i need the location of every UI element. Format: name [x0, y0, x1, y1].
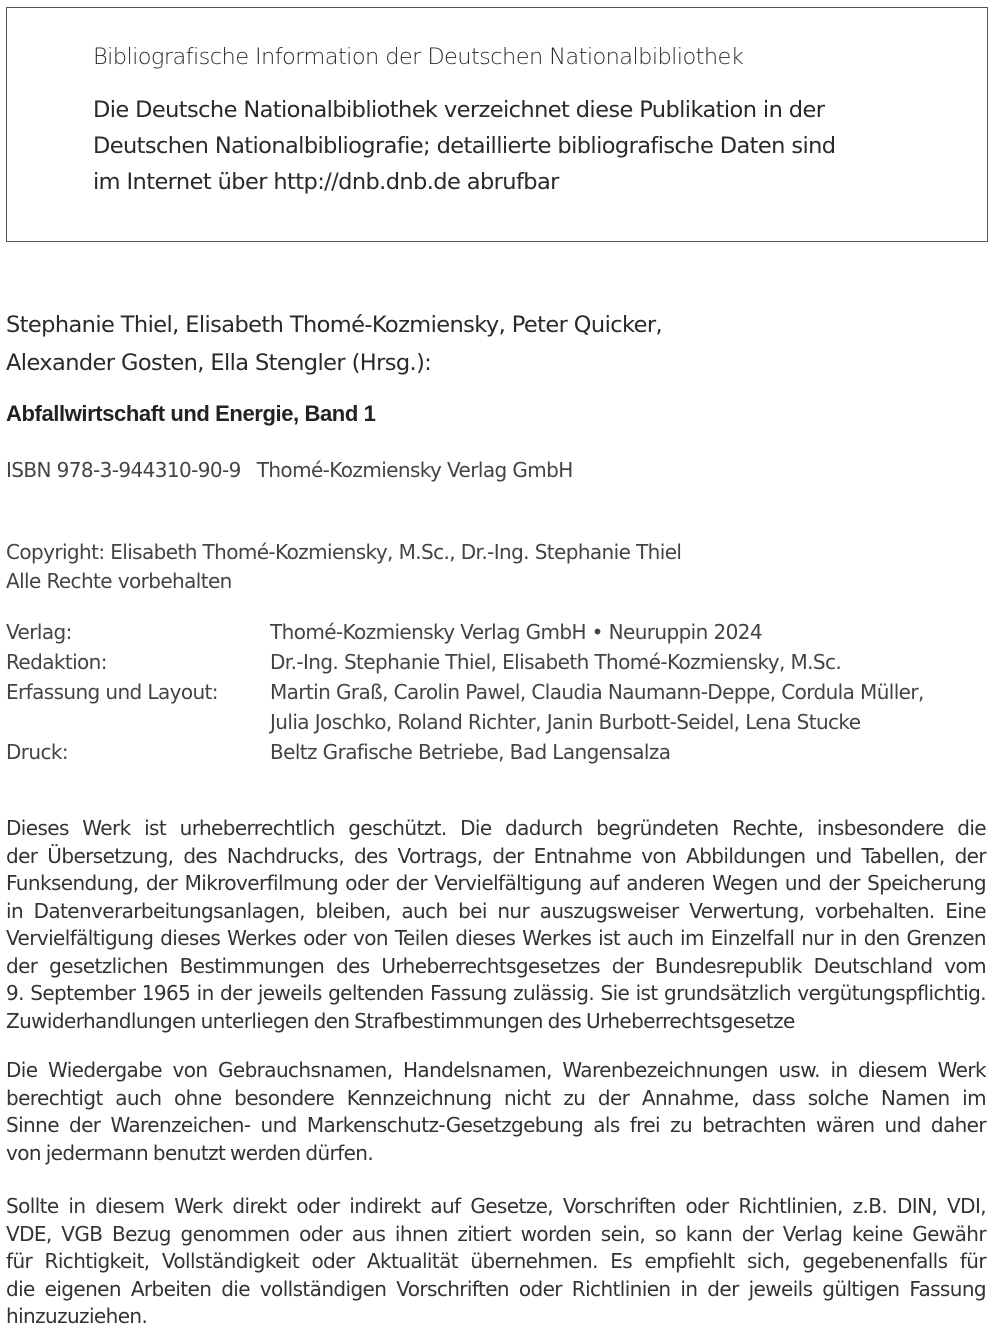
copyright: [6, 538, 681, 596]
paragraph-line: Die Wiedergabe von Gebrauchsnamen, Handelsnamen, Warenbezeichnungen usw. in diesem Werk: [6, 1058, 986, 1082]
credit-value: [270, 677, 986, 737]
credit-row-verlag: [6, 617, 986, 647]
editors-line: Alexander Gosten, Ella Stengler (Hrsg.):: [6, 350, 432, 376]
copyright-notice-paragraph: [6, 815, 986, 1035]
credit-value-line: Beltz Grafische Betriebe, Bad Langensalza: [270, 740, 671, 764]
paragraph-line: Zuwiderhandlungen unterliegen den Strafbestimmungen des Urheberrechtsgesetze: [6, 1008, 795, 1033]
credit-row-redaktion: [6, 647, 986, 677]
dnb-line: im Internet über http://dnb.dnb.de abrufbar: [93, 169, 559, 195]
paragraph-line: der gesetzlichen Bestimmungen des Urheberrechtsgesetzes der Bundesrepublik Deutschland vom: [6, 953, 986, 978]
editors-line: Stephanie Thiel, Elisabeth Thomé-Kozmiensky, Peter Quicker,: [6, 312, 663, 338]
dnb-title: Bibliografische Information der Deutschen Nationalbibliothek: [93, 44, 744, 70]
paragraph-line: berechtigt auch ohne besondere Kennzeichnung nicht zu der Annahme, dass solche Namen im: [6, 1085, 986, 1110]
credit-value: [270, 617, 986, 647]
paragraph-line: Sinne der Warenzeichen- und Markenschutz-Gesetzgebung als frei zu betrachten wären und daher: [6, 1113, 986, 1137]
paragraph-line: der Übersetzung, des Nachdrucks, des Vortrags, der Entnahme von Abbildungen und Tabellen, der: [6, 843, 986, 868]
credit-value: [270, 647, 986, 677]
credit-value: [270, 737, 986, 767]
paragraph-line: für Richtigkeit, Vollständigkeit oder Aktualität übernehmen. Es empfiehlt sich, gegebenenfalls für: [6, 1249, 986, 1273]
credit-value-line: Martin Graß, Carolin Pawel, Claudia Naumann-Deppe, Cordula Müller,: [270, 680, 924, 704]
isbn-number: ISBN 978-3-944310-90-9: [6, 458, 241, 482]
credit-label: Redaktion:: [6, 650, 107, 674]
isbn-publisher: Thomé-Kozmiensky Verlag GmbH: [256, 458, 573, 482]
paragraph-line: Dieses Werk ist urheberrechtlich geschützt. Die dadurch begründeten Rechte, insbesondere die: [6, 816, 986, 840]
credit-row-druck: [6, 737, 986, 767]
dnb-text: [93, 92, 953, 200]
credit-label: Erfassung und Layout:: [6, 680, 218, 704]
paragraph-line: Vervielfältigung dieses Werkes oder von Teilen dieses Werkes ist auch im Einzelfall nur in den Grenzen: [6, 926, 986, 950]
paragraph-line: VDE, VGB Bezug genommen oder aus ihnen zitiert worden sein, so kann der Verlag keine Gewähr: [6, 1221, 986, 1246]
paragraph-line: Sollte in diesem Werk direkt oder indirekt auf Gesetze, Vorschriften oder Richtlinien, z.B. DIN, VDI,: [6, 1194, 986, 1218]
credit-row-layout: [6, 677, 986, 737]
isbn-line: [6, 458, 573, 482]
book-title: Abfallwirtschaft und Energie, Band 1: [6, 401, 376, 426]
copyright-line: Alle Rechte vorbehalten: [6, 569, 232, 593]
paragraph-line: 9. September 1965 in der jeweils geltenden Fassung zulässig. Sie ist grundsätzlich vergütungspflichtig.: [6, 981, 986, 1005]
credits: [6, 617, 986, 767]
dnb-line: Die Deutsche Nationalbibliothek verzeichnet diese Publikation in der: [93, 97, 825, 123]
dnb-line: Deutschen Nationalbibliografie; detaillierte bibliografische Daten sind: [93, 133, 836, 159]
paragraph-line: hinzuzuziehen.: [6, 1304, 148, 1328]
trademark-notice-paragraph: [6, 1057, 986, 1167]
credit-label: Verlag:: [6, 620, 72, 644]
credit-value-line: Julia Joschko, Roland Richter, Janin Burbott-Seidel, Lena Stucke: [270, 710, 861, 734]
editors: [6, 306, 662, 382]
credit-label: Druck:: [6, 740, 69, 764]
paragraph-line: die eigenen Arbeiten die vollständigen Vorschriften oder Richtlinien in der jeweils gültigen Fassung: [6, 1276, 986, 1301]
credit-value-line: Dr.-Ing. Stephanie Thiel, Elisabeth Thomé-Kozmiensky, M.Sc.: [270, 650, 842, 674]
paragraph-line: in Datenverarbeitungsanlagen, bleiben, auch bei nur auszugsweiser Verwertung, vorbehalten. Eine: [6, 898, 986, 923]
paragraph-line: von jedermann benutzt werden dürfen.: [6, 1140, 374, 1165]
copyright-line: Copyright: Elisabeth Thomé-Kozmiensky, M.Sc., Dr.-Ing. Stephanie Thiel: [6, 540, 682, 564]
paragraph-line: Funksendung, der Mikroverfilmung oder der Vervielfältigung auf anderen Wegen und der Speicherung: [6, 871, 986, 895]
liability-notice-paragraph: [6, 1193, 986, 1331]
credit-value-line: Thomé-Kozmiensky Verlag GmbH • Neuruppin 2024: [270, 620, 762, 644]
